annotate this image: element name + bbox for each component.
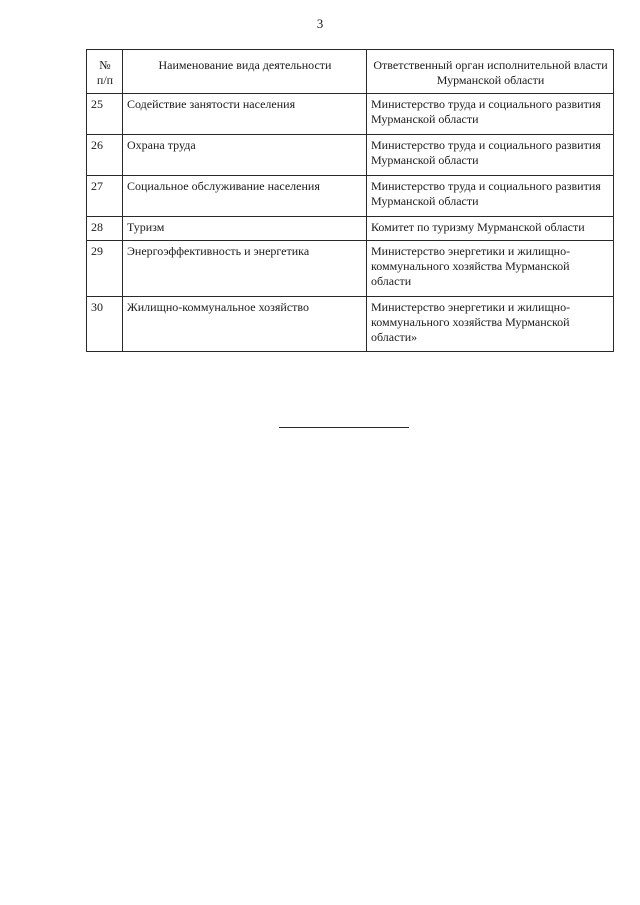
row-authority: Министерство энергетики и жилищно-коммунального хозяйства Мурманской области» <box>367 297 614 352</box>
row-activity: Социальное обслуживание населения <box>123 176 367 217</box>
row-number: 27 <box>87 176 123 217</box>
table-row <box>87 135 614 176</box>
table-header-row <box>87 50 614 94</box>
table-row <box>87 94 614 135</box>
row-authority: Министерство труда и социального развития Мурманской области <box>367 176 614 217</box>
row-activity: Охрана труда <box>123 135 367 176</box>
row-activity: Энергоэффективность и энергетика <box>123 241 367 297</box>
table-row <box>87 217 614 241</box>
header-authority: Ответственный орган исполнительной власти Мурманской области <box>367 50 614 94</box>
header-number: № п/п <box>87 50 123 94</box>
table-row <box>87 297 614 352</box>
row-authority: Министерство труда и социального развития Мурманской области <box>367 94 614 135</box>
row-activity: Туризм <box>123 217 367 241</box>
row-authority: Комитет по туризму Мурманской области <box>367 217 614 241</box>
row-number: 30 <box>87 297 123 352</box>
activities-table <box>86 49 614 352</box>
table-row <box>87 241 614 297</box>
row-authority: Министерство труда и социального развития Мурманской области <box>367 135 614 176</box>
row-activity: Содействие занятости населения <box>123 94 367 135</box>
row-number: 25 <box>87 94 123 135</box>
table-row <box>87 176 614 217</box>
row-number: 26 <box>87 135 123 176</box>
row-number: 29 <box>87 241 123 297</box>
closing-divider-line <box>279 427 409 428</box>
row-activity: Жилищно-коммунальное хозяйство <box>123 297 367 352</box>
row-number: 28 <box>87 217 123 241</box>
row-authority: Министерство энергетики и жилищно-коммунального хозяйства Мурманской области <box>367 241 614 297</box>
header-activity: Наименование вида деятельности <box>123 50 367 94</box>
page-number: 3 <box>316 16 324 31</box>
